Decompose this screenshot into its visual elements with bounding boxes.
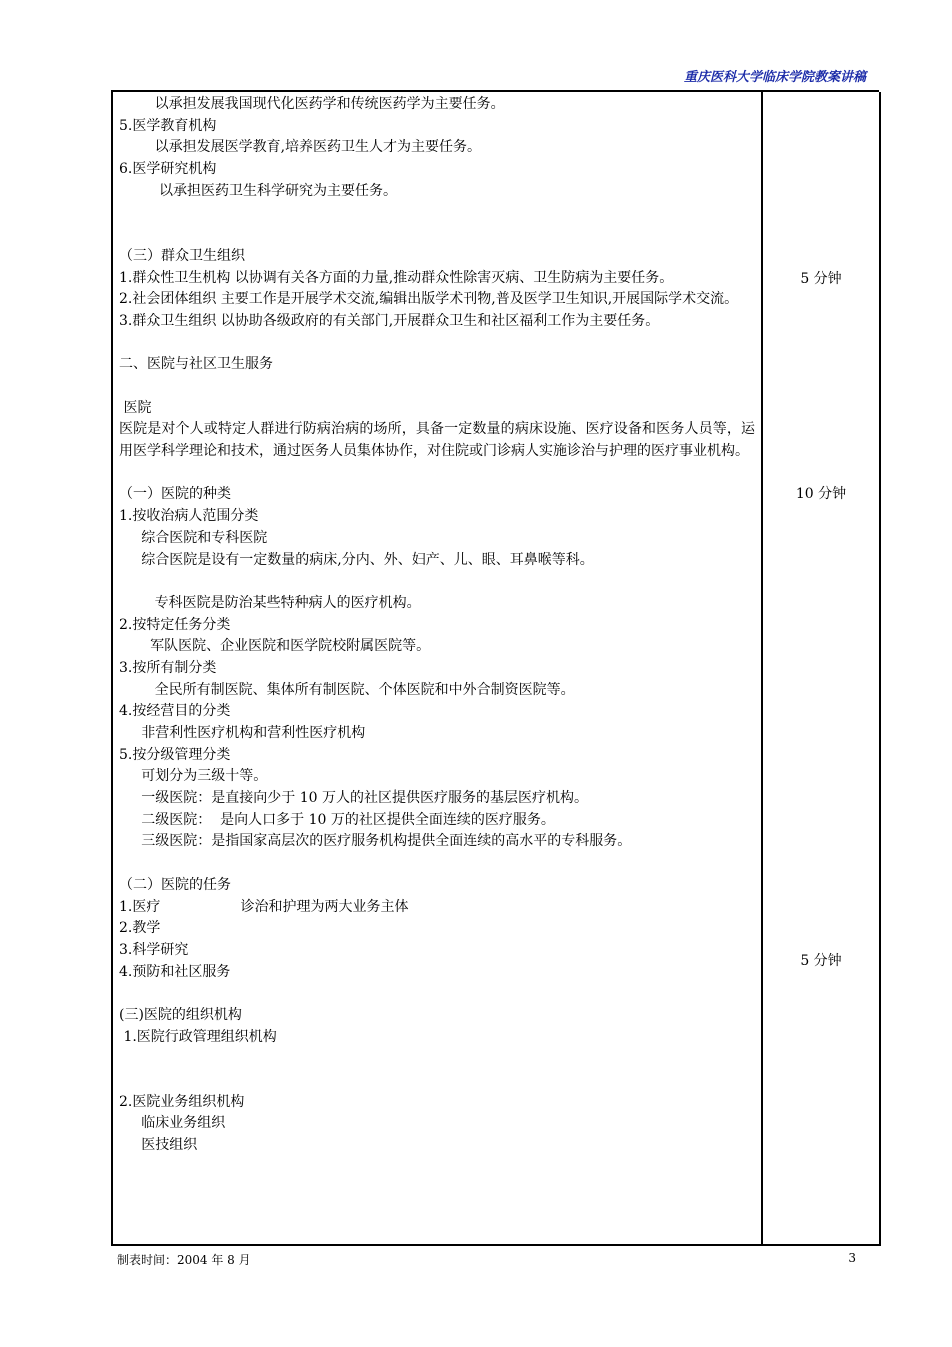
text-line: 非营利性医疗机构和营利性医疗机构 [119,725,366,742]
blank-line [119,224,755,246]
text-line: 5.医学教育机构 [119,117,217,134]
text-line: 5.按分级管理分类 [119,746,231,763]
text-line: 1.医疗 诊治和护理为两大业务主体 [119,898,409,915]
blank-line [119,1070,755,1092]
text-line: 2.医院业务组织机构 [119,1093,245,1110]
paragraph: 2.社会团体组织 主要工作是开展学术交流,编辑出版学术刊物,普及医学卫生知识,开展国际学术交流。 [119,291,739,308]
section-heading: 二、医院与社区卫生服务 [119,356,273,373]
text-line: 以承担发展我国现代化医药学和传统医药学为主要任务。 [119,96,505,112]
text-line: 三级医院：是指国家高层次的医疗服务机构提供全面连续的高水平的专科服务。 [119,833,632,850]
section-heading: （三）群众卫生组织 [119,247,245,264]
page-number: 3 [848,1251,856,1265]
blank-line [119,376,755,398]
time-allocation: 5 分钟 [800,953,842,969]
paragraph: 1.群众性卫生机构 以协调有关各方面的力量,推动群众性除害灭病、卫生防病为主要任务。 [119,269,674,286]
text-line: 军队医院、企业医院和医学院校附属医院等。 [119,638,431,655]
document-header-title: 重庆医科大学临床学院教案讲稿 [683,70,866,85]
text-line: 3.科学研究 [119,941,189,958]
text-line: 4.预防和社区服务 [119,963,231,980]
blank-line [119,571,755,593]
text-line: 4.按经营目的分类 [119,703,231,720]
lesson-table [111,92,881,1246]
text-line: 可划分为三级十等。 [119,768,268,785]
text-line: 全民所有制医院、集体所有制医院、个体医院和中外合制资医院等。 [119,681,575,698]
text-line: 一级医院：是直接向少于 10 万人的社区提供医疗服务的基层医疗机构。 [119,790,588,807]
subheading: 医院 [119,399,152,416]
section-heading: (三)医院的组织机构 [119,1006,242,1023]
text-line: 6.医学研究机构 [119,161,217,178]
text-line: 以承担发展医学教育,培养医药卫生人才为主要任务。 [119,139,482,156]
text-line: 医技组织 [119,1137,198,1154]
text-line: 临床业务组织 [119,1115,226,1132]
paragraph: 3.群众卫生组织 以协助各级政府的有关部门,开展群众卫生和社区福利工作为主要任务。 [119,312,660,329]
blank-line [119,463,755,485]
section-heading: （一）医院的种类 [119,486,231,503]
text-line: 2.教学 [119,920,161,937]
blank-line [119,853,755,875]
blank-line [119,1048,755,1070]
paragraph: 医院是对个人或特定人群进行防病治病的场所，具备一定数量的病床设施、医疗设备和医务人员等，运用医学科学理论和技术，通过医务人员集体协作，对住院或门诊病人实施诊治与护理的医疗事业机构。 [119,421,755,460]
column-divider [761,92,763,1244]
blank-line [119,202,755,224]
time-allocation: 10 分钟 [795,486,847,502]
time-allocation: 5 分钟 [800,271,842,287]
text-line: 以承担医药卫生科学研究为主要任务。 [119,182,398,199]
section-heading: （二）医院的任务 [119,876,231,893]
footer-date: 制表时间：2004 年 8 月 [117,1253,251,1267]
text-line: 1.按收治病人范围分类 [119,508,259,525]
text-line: 综合医院和专科医院 [119,529,268,546]
blank-line [119,983,755,1005]
text-line: 1.医院行政管理组织机构 [119,1028,277,1045]
text-line: 3.按所有制分类 [119,659,217,676]
text-line: 2.按特定任务分类 [119,616,231,633]
text-line: 二级医院： 是向人口多于 10 万的社区提供全面连续的医疗服务。 [119,811,555,828]
lesson-content-cell [119,94,755,1157]
blank-line [119,333,755,355]
text-line: 综合医院是设有一定数量的病床,分内、外、妇产、儿、眼、耳鼻喉等科。 [119,551,594,568]
text-line: 专科医院是防治某些特种病人的医疗机构。 [119,594,421,611]
